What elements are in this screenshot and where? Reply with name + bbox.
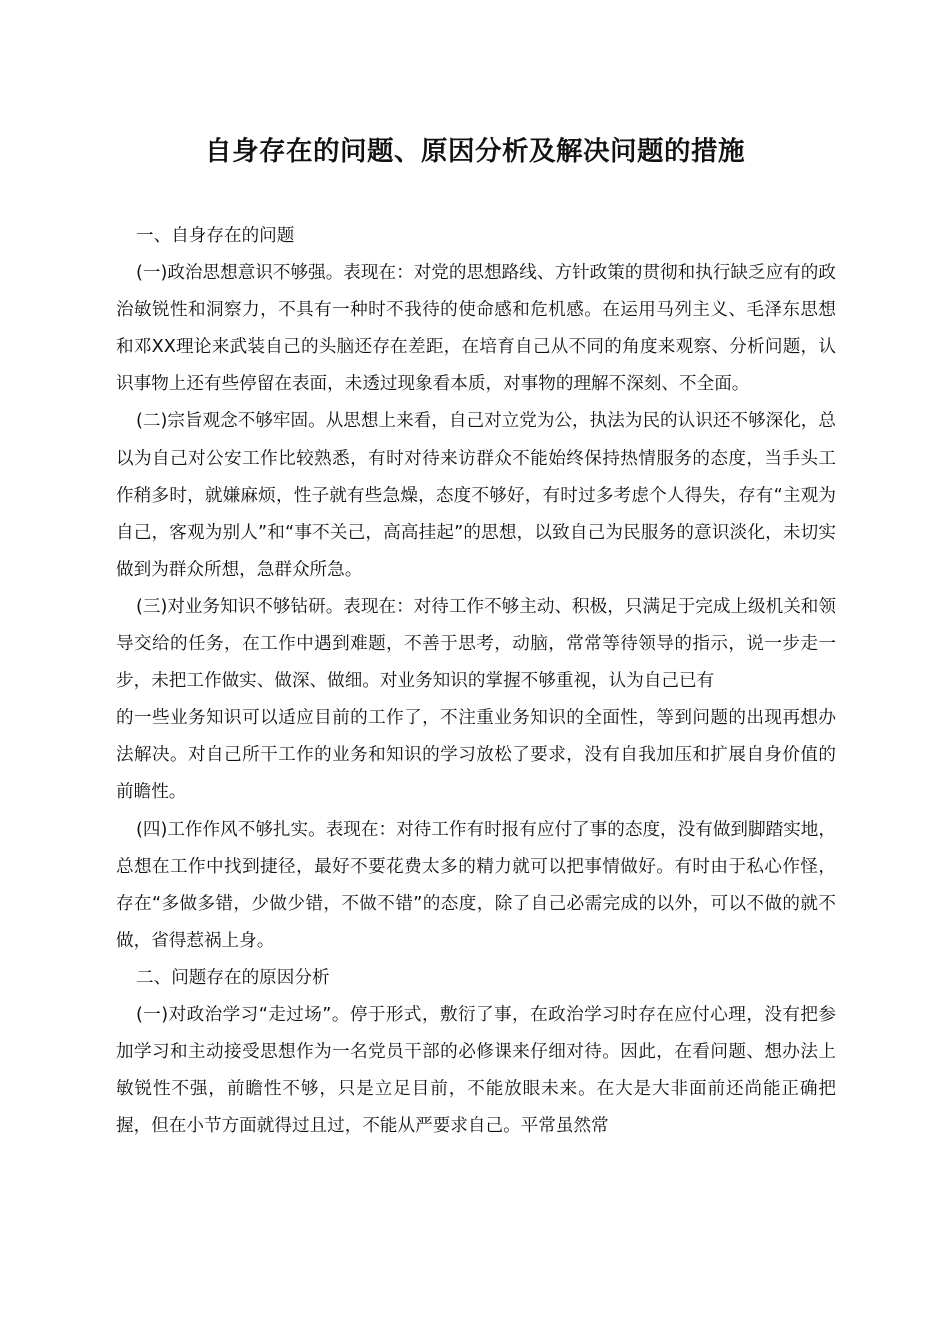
document-body [116, 218, 836, 1145]
paragraph-political-awareness: (一)政治思想意识不够强。表现在：对党的思想路线、方针政策的贯彻和执行缺乏应有的政治敏锐性和洞察力，不具有一种时不我待的使命感和危机感。在运用马列主义、毛泽东思想和邓XX理论来武装自己的头脑还存在差距，在培育自己从不同的角度来观察、分析问题，认识事物上还有些停留在表面，未透过现象看本质，对事物的理解不深刻、不全面。 [116, 263, 836, 395]
paragraph-political-study: (一)对政治学习“走过场”。停于形式，敷衍了事，在政治学习时存在应付心理，没有把参加学习和主动接受思想作为一名党员干部的必修课来仔细对待。因此，在看问题、想办法上敏锐性不强，前瞻性不够，只是立足目前，不能放眼未来。在大是大非面前还尚能正确把握，但在小节方面就得过且过，不能从严要求自己。平常虽然常 [116, 1004, 836, 1137]
paragraph-service-purpose: (二)宗旨观念不够牢固。从思想上来看，自己对立党为公，执法为民的认识还不够深化，总以为自己对公安工作比较熟悉，有时对待来访群众不能始终保持热情服务的态度，当手头工作稍多时，就嫌麻烦，性子就有些急燥，态度不够好，有时过多考虑个人得失，存有“主观为自己，客观为别人”和“事不关己，高高挂起”的思想，以致自己为民服务的意识淡化，未切实做到为群众所想，急群众所急。 [116, 411, 836, 580]
paragraph-business-knowledge: (三)对业务知识不够钻研。表现在：对待工作不够主动、积极，只满足于完成上级机关和领导交给的任务，在工作中遇到难题，不善于思考，动脑，常常等待领导的指示，说一步走一步，未把工作做实、做深、做细。对业务知识的掌握不够重视，认为自己已有 [116, 596, 836, 692]
paragraph-business-knowledge-continued: 的一些业务知识可以适应目前的工作了，不注重业务知识的全面性，等到问题的出现再想办法解决。对自己所干工作的业务和知识的学习放松了要求，没有自我加压和扩展自身价值的前瞻性。 [116, 708, 836, 803]
document-title: 自身存在的问题、原因分析及解决问题的措施 [205, 136, 745, 167]
section-heading-problems: 一、自身存在的问题 [136, 226, 295, 246]
section-heading-causes: 二、问题存在的原因分析 [136, 967, 330, 988]
paragraph-work-style: (四)工作作风不够扎实。表现在：对待工作有时报有应付了事的态度，没有做到脚踏实地，总想在工作中找到捷径，最好不要花费太多的精力就可以把事情做好。有时由于私心作怪，存在“多做多错，少做少错，不做不错”的态度，除了自己必需完成的以外，可以不做的就不做，省得惹祸上身。 [116, 819, 836, 951]
